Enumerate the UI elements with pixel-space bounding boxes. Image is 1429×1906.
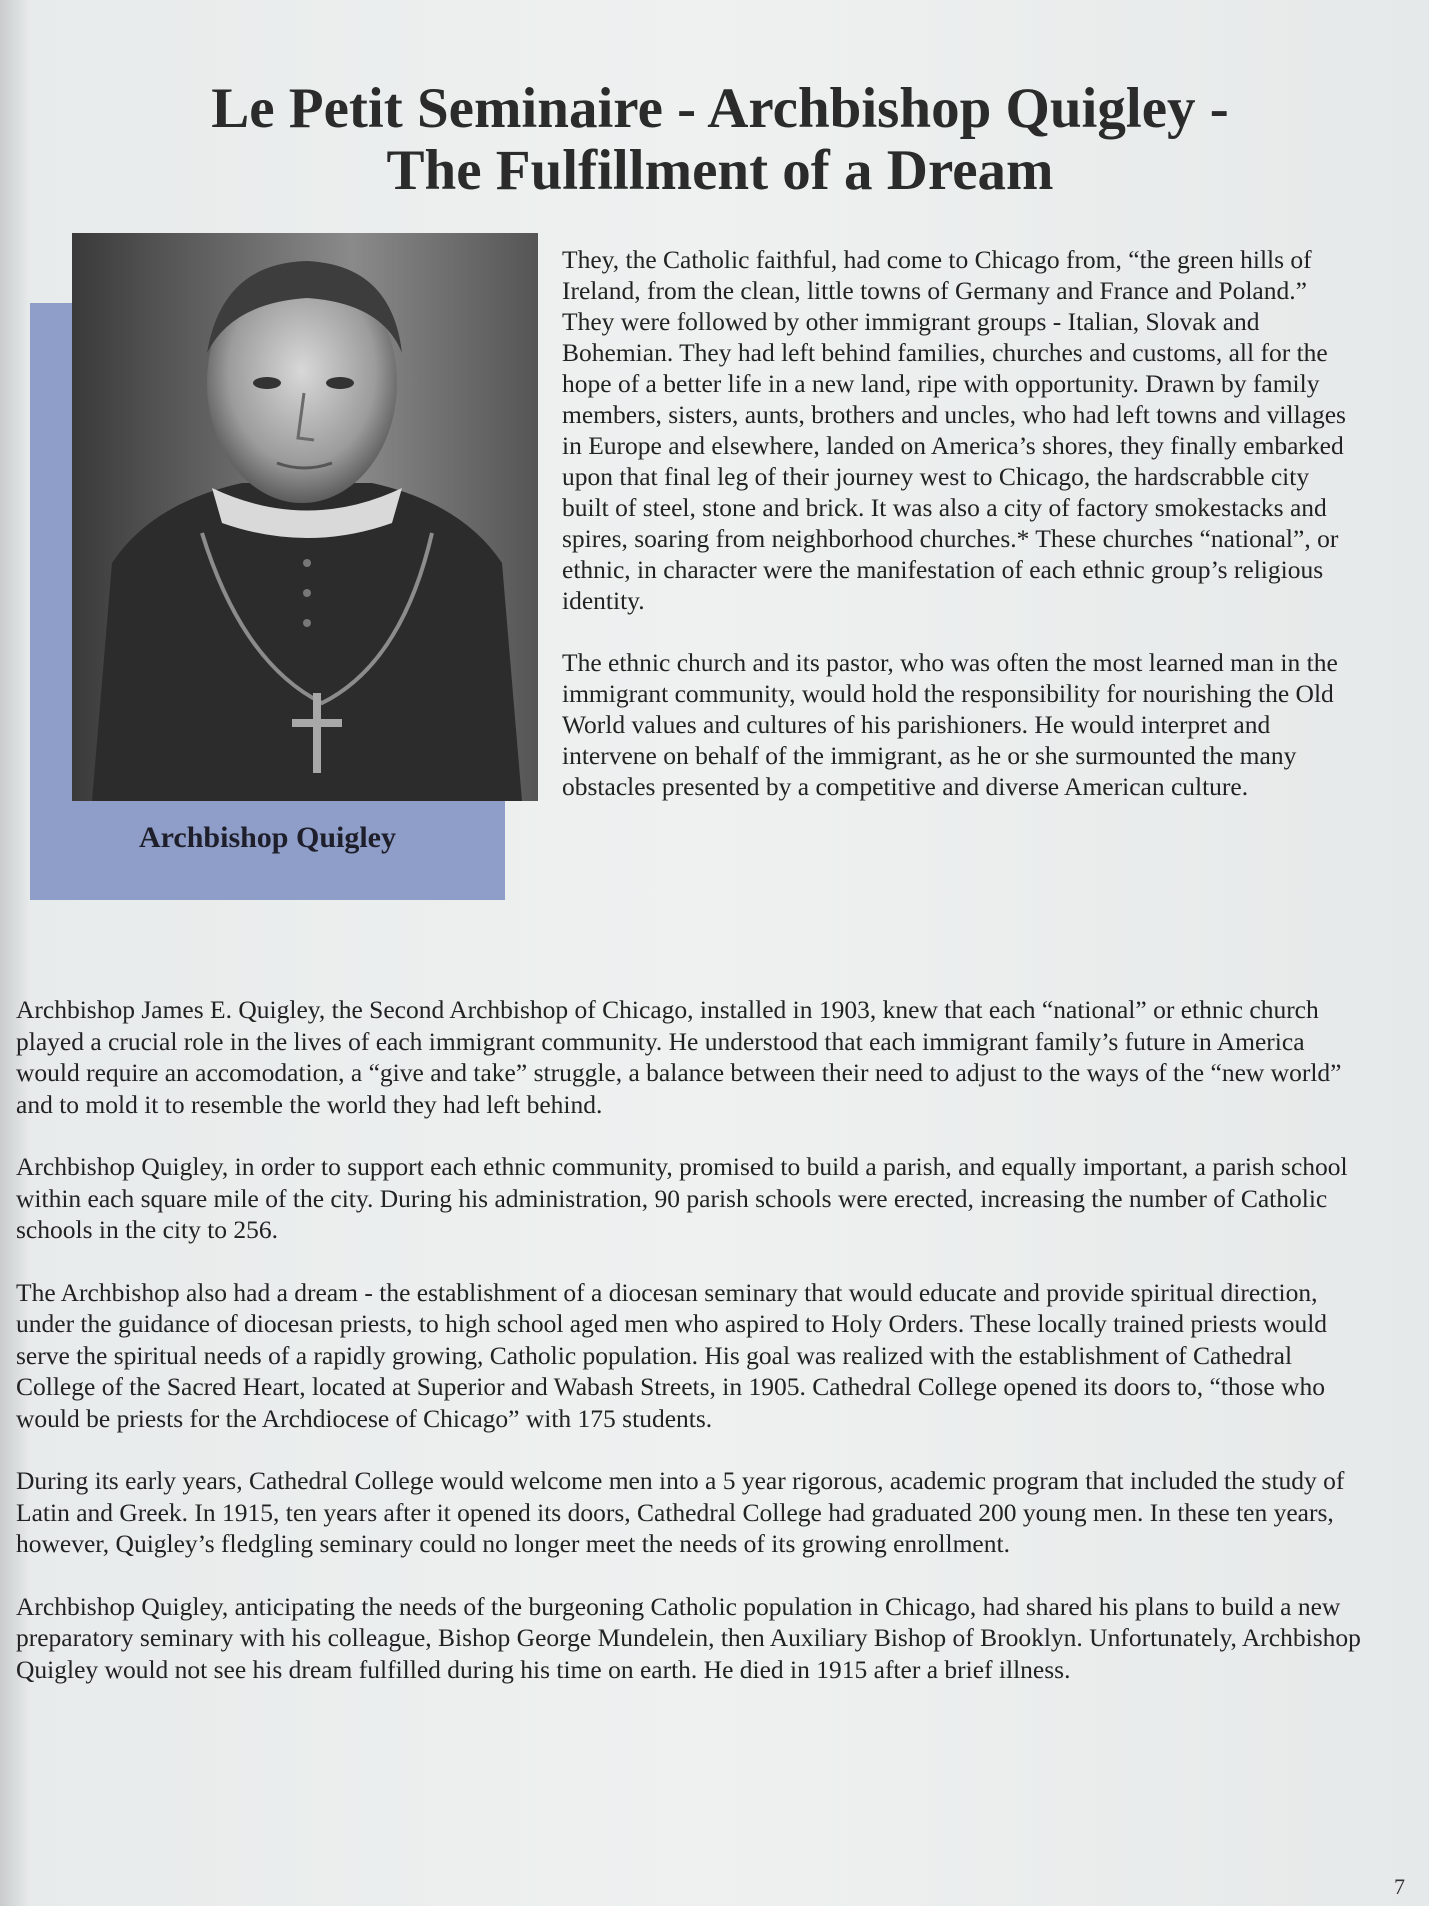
page-number: 7 (1394, 1874, 1405, 1899)
paragraph: During its early years, Cathedral College would welcome men into a 5 year rigorous, academic program that included the study of Latin and Greek. In 1915, ten years after it opened its doors, Cathedral College had graduated 200 young men. In these ten years, however, Quigley’s fledgling seminary could no longer meet the needs of its growing enrollment. (16, 1466, 1345, 1558)
archbishop-portrait-photo (72, 233, 538, 801)
title-line-2: The Fulfillment of a Dream (386, 139, 1054, 202)
photo-block (30, 233, 538, 901)
portrait-illustration (72, 233, 538, 801)
full-width-text (16, 994, 1366, 1716)
paragraph: Archbishop Quigley, in order to support each ethnic community, promised to build a parish, and equally important, a parish school within each square mile of the city. During his administration, 90 parish schools were erected, increasing the number of Catholic schools in the city to 256. (16, 1152, 1348, 1244)
paragraph: Archbishop James E. Quigley, the Second Archbishop of Chicago, installed in 1903, knew that each “national” or ethnic church played a crucial role in the lives of each immigrant community. He understood that each immigrant family’s future in America would require an accomodation, a “give and take” struggle, a balance between their need to adjust to the ways of the “new world” and to mold it to resemble the world they had left behind. (16, 995, 1342, 1119)
paragraph: The Archbishop also had a dream - the establishment of a diocesan seminary that would educate and provide spiritual direction, under the guidance of diocesan priests, to high school aged men who aspired to Holy Orders. These locally trained priests would serve the spiritual needs of a rapidly growing, Catholic population. His goal was realized with the establishment of Cathedral College of the Sacred Heart, located at Superior and Wabash Streets, in 1905. Cathedral College opened its doors to, “those who would be priests for the Archdiocese of Chicago” with 175 students. (16, 1277, 1328, 1433)
paragraph: The ethnic church and its pastor, who was often the most learned man in the immigrant community, would hold the responsibility for nourishing the Old World values and cultures of his parishioners. He would interpret and intervene on behalf of the immigrant, as he or she surmounted the many obstacles presented by a competitive and diverse American culture. (562, 648, 1338, 801)
paragraph: Archbishop Quigley, anticipating the needs of the burgeoning Catholic population in Chicago, had shared his plans to build a new preparatory seminary with his colleague, Bishop George Mundelein, then Auxiliary Bishop of Brooklyn. Unfortunately, Archbishop Quigley would not see his dream fulfilled during his time on earth. He died in 1915 after a brief illness. (16, 1591, 1361, 1684)
photo-caption: Archbishop Quigley (138, 821, 396, 854)
title-line-1: Le Petit Seminaire - Archbishop Quigley - (211, 77, 1229, 140)
right-column-text (562, 244, 1362, 833)
page-title (60, 78, 1380, 202)
paragraph: They, the Catholic faithful, had come to Chicago from, “the green hills of Ireland, from the clean, little towns of Germany and France and Poland.” They were followed by other immigrant groups - Italian, Slovak and Bohemian. They had left behind families, churches and customs, all for the hope of a better life in a new land, ripe with opportunity. Drawn by family members, sisters, aunts, brothers and uncles, who had left towns and villages in Europe and elsewhere, landed on America’s shores, they finally embarked upon that final leg of their journey west to Chicago, the hardscrabble city built of steel, stone and brick. It was also a city of factory smokestacks and spires, soaring from neighborhood churches.* These churches “national”, or ethnic, in character were the manifestation of each ethnic group’s religious identity. (562, 245, 1346, 615)
